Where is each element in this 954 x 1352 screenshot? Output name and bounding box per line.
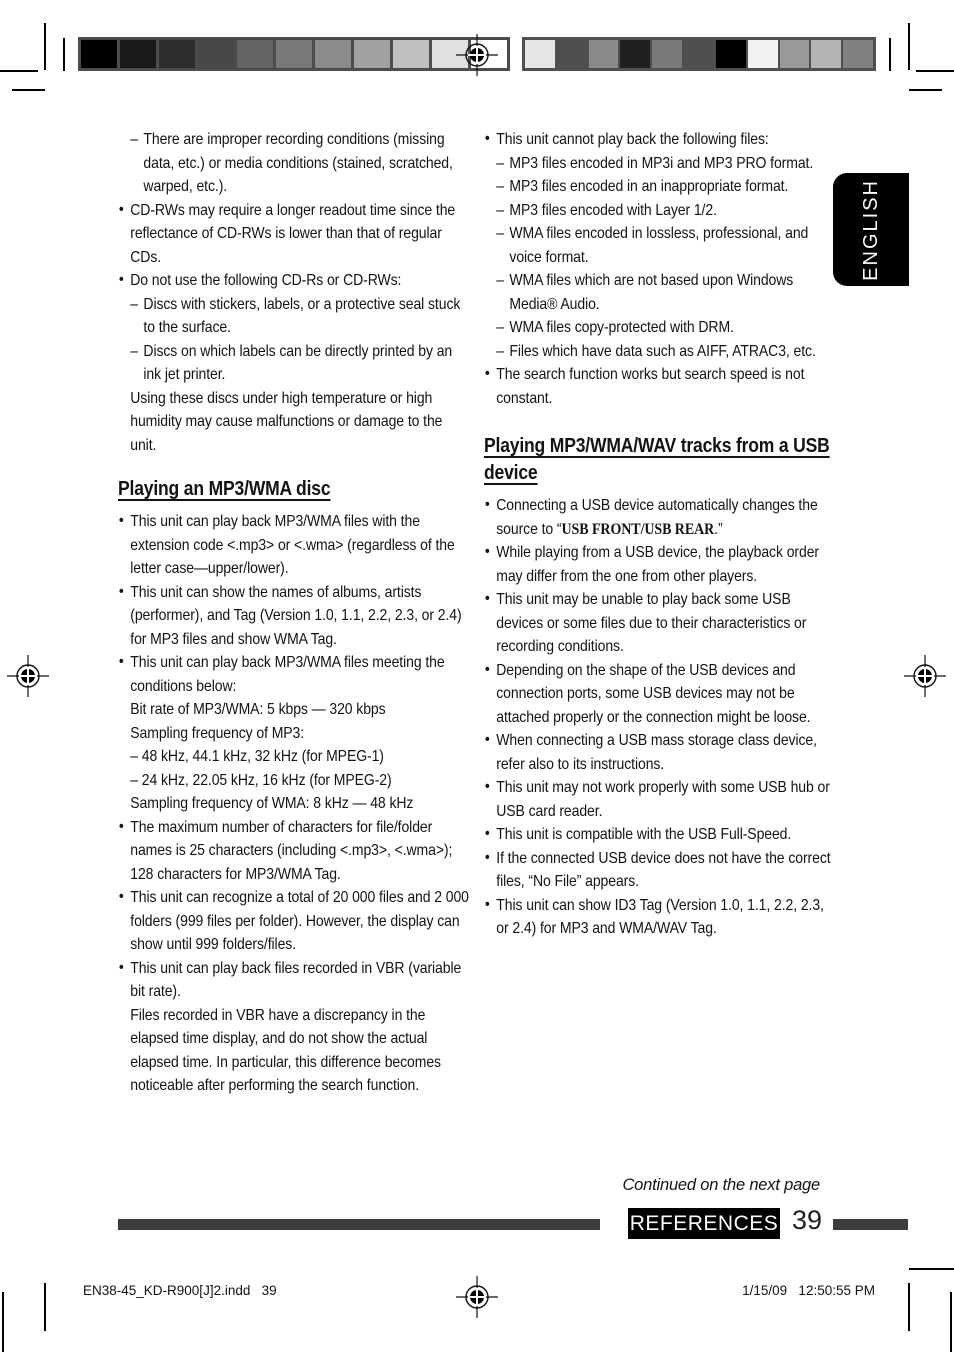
page-number: 39 <box>792 1205 823 1235</box>
calibration-swatch <box>589 40 619 68</box>
list-item <box>484 823 838 847</box>
calibration-swatch <box>748 40 778 68</box>
list-item-text: This unit cannot play back the following files: <box>496 131 769 148</box>
list-item-text-prefix: Connecting a USB device automatically changes the source to “ <box>496 497 818 538</box>
list-item <box>118 581 472 652</box>
list-item <box>496 340 838 364</box>
list-item-text: Bit rate of MP3/WMA: 5 kbps — 320 kbps <box>130 701 386 718</box>
list-item-text: – 24 kHz, 22.05 kHz, 16 kHz (for MPEG-2) <box>130 771 392 789</box>
crop-mark <box>889 38 891 71</box>
list-item-text: While playing from a USB device, the playback order may differ from the one from other players. <box>496 544 820 585</box>
list-item <box>496 316 838 340</box>
list-item <box>496 175 838 199</box>
bullet-marker: • <box>484 660 490 678</box>
list-item-text: Discs with stickers, labels, or a protective seal stuck to the surface. <box>143 295 461 336</box>
crop-mark <box>44 1283 46 1331</box>
list-item <box>118 957 472 1004</box>
list-item-text: The search function works but search speed is not constant. <box>496 366 805 407</box>
list-item <box>130 769 472 793</box>
print-slug-filename: EN38-45_KD-R900[J]2.indd 39 <box>83 1283 277 1298</box>
crop-mark <box>916 70 954 72</box>
section-heading-text: Playing an MP3/WMA disc <box>118 478 331 500</box>
list-item-text: Using these discs under high temperature or high humidity may cause malfunctions or damage to the unit. <box>130 389 443 454</box>
list-item <box>484 128 838 152</box>
list-item <box>130 722 472 746</box>
bullet-marker: • <box>118 817 124 835</box>
calibration-swatch <box>120 40 156 68</box>
list-item <box>484 659 838 730</box>
print-slug-datetime: 1/15/09 12:50:55 PM <box>742 1283 875 1298</box>
list-item <box>118 886 472 957</box>
section-heading-text: Playing MP3/WMA/WAV tracks from a USB device <box>484 435 830 484</box>
list-item <box>130 698 472 722</box>
list-item <box>484 588 838 659</box>
list-item-text: If the connected USB device does not have the correct files, “No File” appears. <box>496 849 831 890</box>
footer-rule-left <box>118 1219 600 1230</box>
list-item <box>496 152 838 176</box>
list-item <box>130 1004 472 1098</box>
calibration-swatch <box>780 40 810 68</box>
footer-section-label: REFERENCES <box>629 1211 779 1235</box>
calibration-swatch <box>652 40 682 68</box>
list-item <box>484 494 838 541</box>
right-column <box>484 128 838 941</box>
calibration-swatch <box>159 40 195 68</box>
bullet-marker: • <box>484 825 490 842</box>
dash-marker: – <box>496 225 504 242</box>
language-tab-label: ENGLISH <box>859 178 882 281</box>
bullet-marker: • <box>118 271 124 288</box>
list-item <box>118 651 472 698</box>
list-item-text: MP3 files encoded in an inappropriate format. <box>509 178 789 195</box>
bullet-marker: • <box>118 653 124 670</box>
language-tab-english <box>833 173 909 286</box>
list-item-text: Do not use the following CD-Rs or CD-RWs: <box>130 272 402 289</box>
list-item <box>130 387 472 458</box>
bullet-marker: • <box>118 200 124 218</box>
registration-mark-icon <box>455 33 499 77</box>
list-item-text: The maximum number of characters for file/folder names is 25 characters (including <.mp3>, <.wma>); 128 characters for MP3/WMA Tag. <box>130 818 453 883</box>
calibration-swatch <box>393 40 429 68</box>
list-item <box>118 510 472 581</box>
list-item-text <box>496 497 817 538</box>
registration-mark-icon <box>6 654 50 698</box>
footer-section-badge <box>628 1208 780 1239</box>
list-item <box>484 363 838 410</box>
list-item-text: Sampling frequency of WMA: 8 kHz — 48 kHz <box>130 795 414 812</box>
calibration-swatch <box>525 40 555 68</box>
bullet-marker: • <box>484 365 490 382</box>
bullet-marker: • <box>484 895 490 913</box>
list-item <box>484 776 838 823</box>
crop-mark <box>63 38 65 71</box>
list-item-text: WMA files which are not based upon Windows Media® Audio. <box>509 272 794 313</box>
calibration-swatch <box>620 40 650 68</box>
dash-marker: – <box>496 178 504 195</box>
continued-note: Continued on the next page <box>622 1176 820 1194</box>
list-item <box>130 293 472 340</box>
calibration-swatch <box>684 40 714 68</box>
list-item <box>496 222 838 269</box>
dash-marker: – <box>496 319 504 336</box>
calibration-swatch <box>843 40 873 68</box>
dash-marker: – <box>496 342 504 360</box>
bullet-marker: • <box>484 496 490 513</box>
list-item <box>118 816 472 887</box>
calibration-swatch <box>315 40 351 68</box>
list-item-text: This unit can recognize a total of 20 000 files and 2 000 folders (999 files per folder). However, the display can show until 999 folders/files. <box>130 889 469 953</box>
list-item-text: CD-RWs may require a longer readout time since the reflectance of CD-RWs is lower than that of regular CDs. <box>130 201 456 266</box>
crop-mark <box>12 89 45 91</box>
crop-mark <box>909 1268 954 1270</box>
list-item-text: Sampling frequency of MP3: <box>130 724 305 742</box>
registration-mark-icon <box>903 654 947 698</box>
bullet-marker: • <box>484 590 490 607</box>
calibration-swatch <box>811 40 841 68</box>
list-item-text: There are improper recording conditions (missing data, etc.) or media conditions (stained, scratched, warped, etc.). <box>143 131 453 195</box>
calibration-swatch <box>276 40 312 68</box>
list-item <box>130 128 472 199</box>
calibration-swatch <box>198 40 234 68</box>
list-item <box>118 199 472 270</box>
list-item-text: Files which have data such as AIFF, ATRAC3, etc. <box>509 342 816 360</box>
left-column <box>118 128 472 1098</box>
list-item-text: This unit may not work properly with some USB hub or USB card reader. <box>496 779 830 820</box>
list-item-text-bold: USB FRONT/USB REAR <box>561 520 715 538</box>
list-item-text-suffix: .” <box>714 520 723 538</box>
bullet-marker: • <box>484 848 490 866</box>
bullet-marker: • <box>118 888 124 905</box>
bullet-marker: • <box>484 130 490 147</box>
list-item <box>496 199 838 223</box>
list-item-text: This unit can show the names of albums, artists (performer), and Tag (Version 1.0, 1.1, 2.2, 2.3, or 2.4) for MP3 files and show WMA Tag. <box>130 583 462 648</box>
bullet-marker: • <box>484 543 490 560</box>
list-item <box>484 729 838 776</box>
list-item-text: This unit is compatible with the USB Full-Speed. <box>496 826 792 843</box>
grayscale-calibration-bar <box>78 37 510 71</box>
bullet-marker: • <box>118 958 124 976</box>
calibration-swatch <box>237 40 273 68</box>
list-item-text: This unit can play back files recorded in VBR (variable bit rate). <box>130 959 462 1000</box>
list-item-text: – 48 kHz, 44.1 kHz, 32 kHz (for MPEG-1) <box>130 748 384 765</box>
list-item-text: Discs on which labels can be directly printed by an ink jet printer. <box>143 342 453 383</box>
list-item-text: This unit can play back MP3/WMA files meeting the conditions below: <box>130 654 445 695</box>
list-item <box>484 894 838 941</box>
bullet-marker: • <box>118 512 124 529</box>
section-heading <box>484 433 838 487</box>
bullet-marker: • <box>484 731 490 748</box>
list-item <box>484 847 838 894</box>
calibration-swatch <box>716 40 746 68</box>
bullet-marker: • <box>484 778 490 795</box>
list-item-text: WMA files copy-protected with DRM. <box>509 319 734 336</box>
list-item-text: MP3 files encoded with Layer 1/2. <box>509 201 717 219</box>
list-item <box>496 269 838 316</box>
list-item <box>130 340 472 387</box>
list-item-text: Depending on the shape of the USB devices and connection ports, some USB devices may not be attached properly or the connection might be loose. <box>496 661 811 726</box>
dash-marker: – <box>496 154 504 172</box>
bullet-marker: • <box>118 582 124 600</box>
dash-marker: – <box>496 201 504 219</box>
list-item-text: This unit can show ID3 Tag (Version 1.0, 1.1, 2.2, 2.3, or 2.4) for MP3 and WMA/WAV Tag. <box>496 896 824 937</box>
list-item-text: This unit may be unable to play back some USB devices or some files due to their characteristics or recording conditions. <box>496 591 807 655</box>
dash-marker: – <box>130 295 138 313</box>
dash-marker: – <box>496 272 504 289</box>
crop-mark <box>908 23 910 70</box>
footer-rule-right <box>833 1219 908 1230</box>
registration-mark-icon <box>455 1275 499 1319</box>
crop-mark <box>909 89 942 91</box>
list-item-text: This unit can play back MP3/WMA files with the extension code <.mp3> or <.wma> (regardless of the letter case—upper/lower). <box>130 513 455 577</box>
crop-mark <box>950 1292 952 1352</box>
list-item-text: MP3 files encoded in MP3i and MP3 PRO format. <box>509 154 814 172</box>
list-item <box>484 541 838 588</box>
dash-marker: – <box>130 131 138 148</box>
calibration-swatch <box>557 40 587 68</box>
crop-mark <box>2 1292 4 1352</box>
color-calibration-bar <box>522 37 876 71</box>
list-item-text: Files recorded in VBR have a discrepancy in the elapsed time display, and do not show the actual elapsed time. In particular, this difference becomes noticeable after performing the search function. <box>130 1006 441 1094</box>
calibration-swatch <box>81 40 117 68</box>
crop-mark <box>0 70 38 72</box>
crop-mark <box>44 23 46 70</box>
calibration-swatch <box>354 40 390 68</box>
list-item-text: WMA files encoded in lossless, professional, and voice format. <box>509 225 809 266</box>
list-item <box>130 792 472 816</box>
list-item <box>130 745 472 769</box>
list-item <box>118 269 472 293</box>
dash-marker: – <box>130 342 138 360</box>
crop-mark <box>908 1283 910 1331</box>
list-item-text: When connecting a USB mass storage class device, refer also to its instructions. <box>496 732 817 773</box>
section-heading <box>118 476 472 503</box>
